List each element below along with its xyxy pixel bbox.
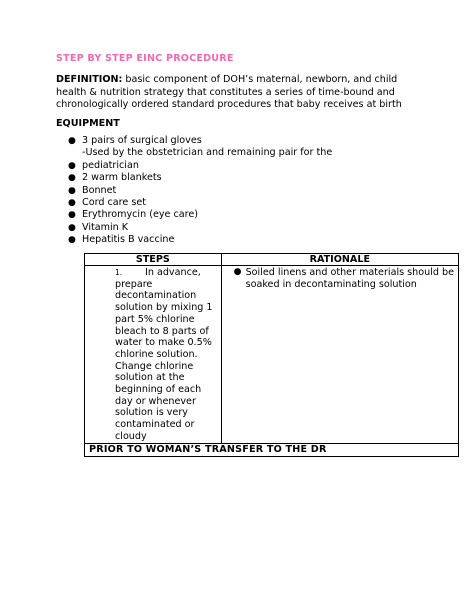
step-line: water to make 0.5%: [115, 337, 212, 349]
step-line: cloudy: [115, 430, 147, 442]
bullet-icon: ●: [233, 267, 242, 277]
bullet-icon: ●: [68, 136, 76, 146]
step-line: bleach to 8 parts of: [115, 325, 209, 337]
equipment-item: [56, 209, 386, 221]
table-section-row: [85, 443, 459, 456]
equipment-item: [56, 185, 386, 197]
equipment-item-note: [56, 147, 386, 159]
document-title: STEP BY STEP EINC PROCEDURE: [56, 53, 234, 64]
step-line: decontamination: [115, 290, 197, 302]
equipment-item: [56, 135, 386, 147]
definition-line: health & nutrition strategy that constitutes a series of time-bound and: [56, 86, 395, 98]
equipment-item-text: Cord care set: [82, 196, 146, 208]
steps-column-header: STEPS: [85, 254, 222, 266]
bullet-icon: ●: [68, 173, 76, 184]
step-line: contaminated or: [115, 419, 195, 431]
equipment-item-text: -Used by the obstetrician and remaining pair for the: [82, 147, 333, 159]
rationale-line: soaked in decontaminating solution: [245, 278, 417, 290]
equipment-item: [56, 160, 386, 172]
equipment-item-text: Hepatitis B vaccine: [82, 234, 175, 246]
step-number: 1.: [115, 268, 123, 277]
bullet-icon: ●: [68, 210, 76, 221]
step-cell: [85, 266, 222, 444]
table-header-row: [85, 254, 459, 266]
step-line: solution is very: [115, 407, 188, 419]
definition-line: [56, 74, 416, 87]
rationale-line: Soiled linens and other materials should be: [245, 267, 454, 278]
step-line: solution at the: [115, 372, 185, 384]
equipment-item-text: 3 pairs of surgical gloves: [82, 135, 202, 146]
bullet-icon: ●: [68, 222, 76, 233]
equipment-item-text: 2 warm blankets: [82, 172, 162, 184]
step-line: prepare: [115, 278, 153, 290]
equipment-item-text: Bonnet: [82, 184, 117, 196]
equipment-item: [56, 172, 386, 184]
section-heading: PRIOR TO WOMAN’S TRANSFER TO THE DR: [85, 443, 459, 456]
step-line: Change chlorine: [115, 360, 194, 372]
equipment-item-text: Erythromycin (eye care): [82, 209, 199, 221]
rationale-cell: [221, 266, 458, 444]
definition-term: DEFINITION:: [56, 74, 123, 85]
step-line: chlorine solution.: [115, 348, 198, 360]
rationale-item: [226, 267, 454, 290]
equipment-list: [56, 135, 386, 247]
bullet-icon: ●: [68, 185, 76, 196]
rationale-column-header: RATIONALE: [221, 254, 458, 266]
definition-line: chronologically ordered standard procedures that baby receives at birth: [56, 99, 402, 111]
step-line: day or whenever: [115, 395, 196, 407]
bullet-icon: ●: [68, 235, 76, 246]
step-line: part 5% chlorine: [115, 313, 195, 325]
bullet-icon: ●: [68, 197, 76, 208]
definition-paragraph: [56, 74, 416, 112]
definition-text: basic component of DOH’s maternal, newborn, and child: [122, 74, 398, 85]
procedure-table: [84, 253, 459, 457]
equipment-item-text: pediatrician: [82, 159, 139, 171]
equipment-item: [56, 234, 386, 246]
step-line: beginning of each: [115, 384, 202, 396]
bullet-icon: ●: [68, 160, 76, 171]
step-line: In advance,: [145, 267, 201, 278]
step-line: solution by mixing 1: [115, 302, 213, 314]
equipment-heading: EQUIPMENT: [56, 118, 120, 129]
equipment-item-text: Vitamin K: [82, 221, 129, 233]
equipment-item: [56, 222, 386, 234]
step-item: [89, 267, 217, 443]
table-row: [85, 266, 459, 444]
equipment-item: [56, 197, 386, 209]
